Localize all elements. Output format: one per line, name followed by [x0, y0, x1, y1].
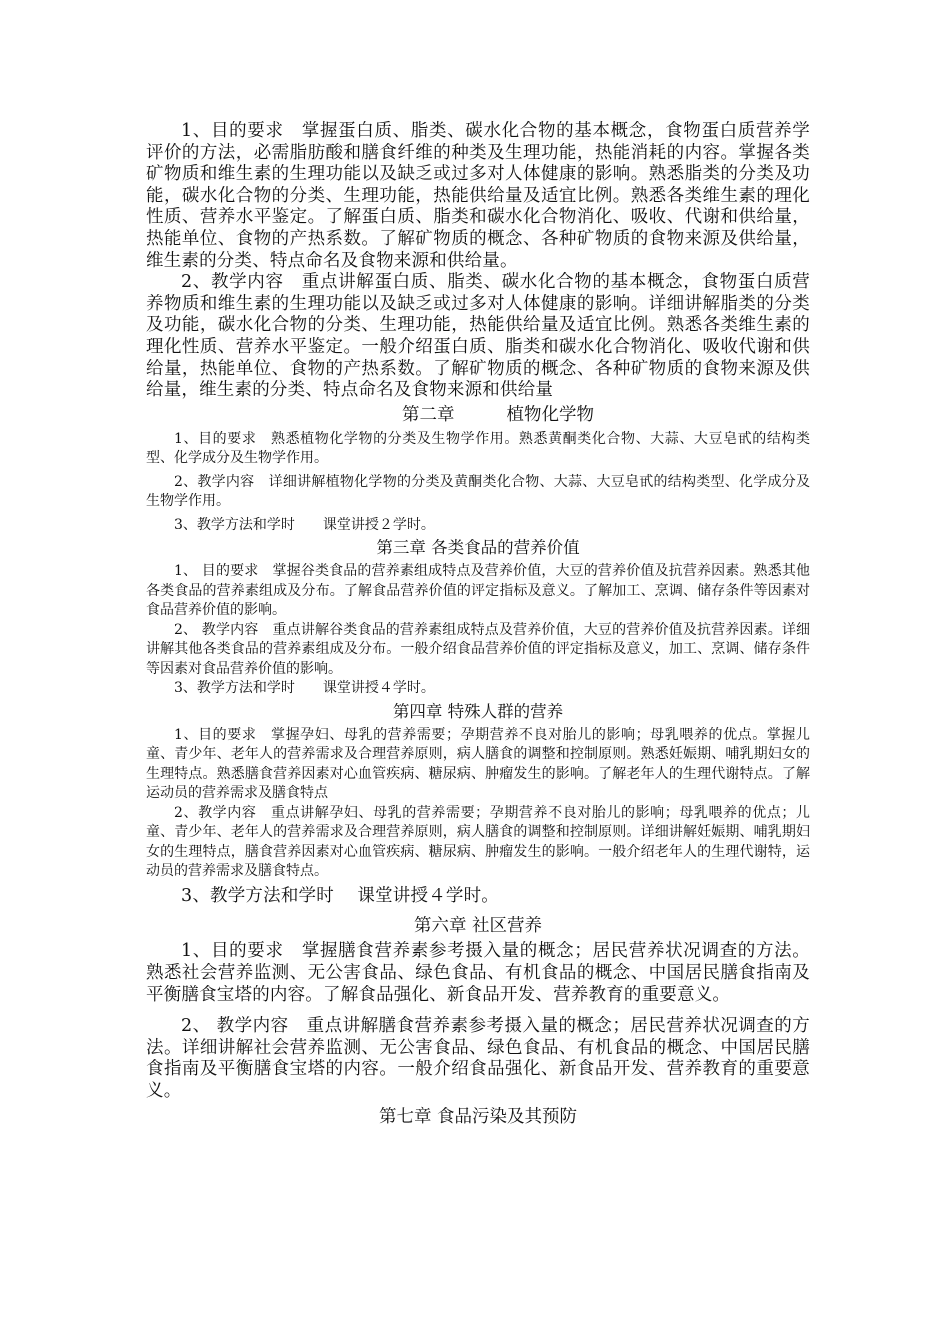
ch6-content: 2、 教学内容 重点讲解膳食营养素参考摄入量的概念；居民营养状况调查的方法。详细讲解社会营养监测、无公害食品、绿色食品、有机食品的概念、中国居民膳食指南及平衡膳食宝塔的内容。一般介绍食品强化、新食品开发、营养教育的重要意义。 [146, 1016, 810, 1101]
ch3-method-hours: 3、教学方法和学时 课堂讲授４学时。 [174, 680, 435, 697]
chapter3-heading: 第三章 各类食品的营养价值 [376, 538, 580, 558]
ch2-content: 2、教学内容 详细讲解植物化学物的分类及黄酮类化合物、大蒜、大豆皂甙的结构类型、化学成分及生物学作用。 [146, 473, 810, 510]
ch3-content: 2、 教学内容 重点讲解谷类食品的营养素组成特点及营养价值，大豆的营养价值及抗营养因素。详细讲解其他各类食品的营养素组成及分布。一般介绍食品营养价值的评定指标及意义，加工、烹调、储存条件等因素对食品营养价值的影响。 [146, 621, 810, 677]
ch2-method-hours: 3、教学方法和学时 课堂讲授２学时。 [174, 516, 435, 533]
ch4-content: 2、教学内容 重点讲解孕妇、母乳的营养需要；孕期营养不良对胎儿的影响；母乳喂养的优点；儿童、青少年、老年人的营养需求及合理营养原则，病人膳食的调整和控制原则。详细讲解妊娠期、哺乳期妇女的生理特点，膳食营养因素对心血管疾病、糖尿病、肿瘤发生的影响。一般介绍老年人的生理代谢特，运动员的营养需求及膳食特点。 [146, 804, 810, 880]
chapter7-heading: 第七章 食品污染及其预防 [378, 1107, 578, 1128]
ch6-objectives: 1、目的要求 掌握膳食营养素参考摄入量的概念；居民营养状况调查的方法。熟悉社会营养监测、无公害食品、绿色食品、有机食品的概念、中国居民膳食指南及平衡膳食宝塔的内容。了解食品强化、新食品开发、营养教育的重要意义。 [146, 941, 810, 1005]
document-page [146, 121, 810, 1130]
ch1-content: 2、教学内容 重点讲解蛋白质、脂类、碳水化合物的基本概念，食物蛋白质营养物质和维生素的生理功能以及缺乏或过多对人体健康的影响。详细讲解脂类的分类及功能，碳水化合物的分类、生理功能，热能供给量及适宜比例。熟悉各类维生素的理化性质、营养水平鉴定。一般介绍蛋白质、脂类和碳水化合物消化、吸收代谢和供给量，热能单位、食物的产热系数。了解矿物质的概念、各种矿物质的食物来源及供给量，维生素的分类、特点命名及食物来源和供给量 [146, 272, 810, 401]
chapter2-number: 第二章 [402, 404, 455, 425]
ch2-objectives: 1、目的要求 熟悉植物化学物的分类及生物学作用。熟悉黄酮类化合物、大蒜、大豆皂甙的结构类型、化学成分及生物学作用。 [146, 430, 810, 467]
ch4-method-hours: 3、教学方法和学时 课堂讲授４学时。 [181, 885, 499, 906]
chapter2-heading [186, 402, 810, 428]
chapter6-heading: 第六章 社区营养 [413, 916, 543, 937]
ch3-objectives: 1、 目的要求 掌握谷类食品的营养素组成特点及营养价值，大豆的营养价值及抗营养因素。熟悉其他各类食品的营养素组成及分布。了解食品营养价值的评定指标及意义。了解加工、烹调、储存条件等因素对食品营养价值的影响。 [146, 563, 810, 619]
chapter4-heading: 第四章 特殊人群的营养 [392, 701, 564, 721]
ch1-objectives: 1、目的要求 掌握蛋白质、脂类、碳水化合物的基本概念，食物蛋白质营养学评价的方法，必需脂肪酸和膳食纤维的种类及生理功能，热能消耗的内容。掌握各类矿物质和维生素的生理功能以及缺乏或过多对人体健康的影响。熟悉脂类的分类及功能，碳水化合物的分类、生理功能，热能供给量及适宜比例。熟悉各类维生素的理化性质、营养水平鉴定。了解蛋白质、脂类和碳水化合物消化、吸收、代谢和供给量，热能单位、食物的产热系数。了解矿物质的概念、各种矿物质的食物来源及供给量，维生素的分类、特点命名及食物来源和供给量。 [146, 121, 810, 271]
chapter2-title: 植物化学物 [506, 404, 594, 425]
ch4-objectives: 1、目的要求 掌握孕妇、母乳的营养需要；孕期营养不良对胎儿的影响；母乳喂养的优点。掌握儿童、青少年、老年人的营养需求及合理营养原则，病人膳食的调整和控制原则。熟悉妊娠期、哺乳期妇女的生理特点。熟悉膳食营养因素对心血管疾病、糖尿病、肿瘤发生的影响。了解老年人的生理代谢特点。了解运动员的营养需求及膳食特点 [146, 726, 810, 802]
